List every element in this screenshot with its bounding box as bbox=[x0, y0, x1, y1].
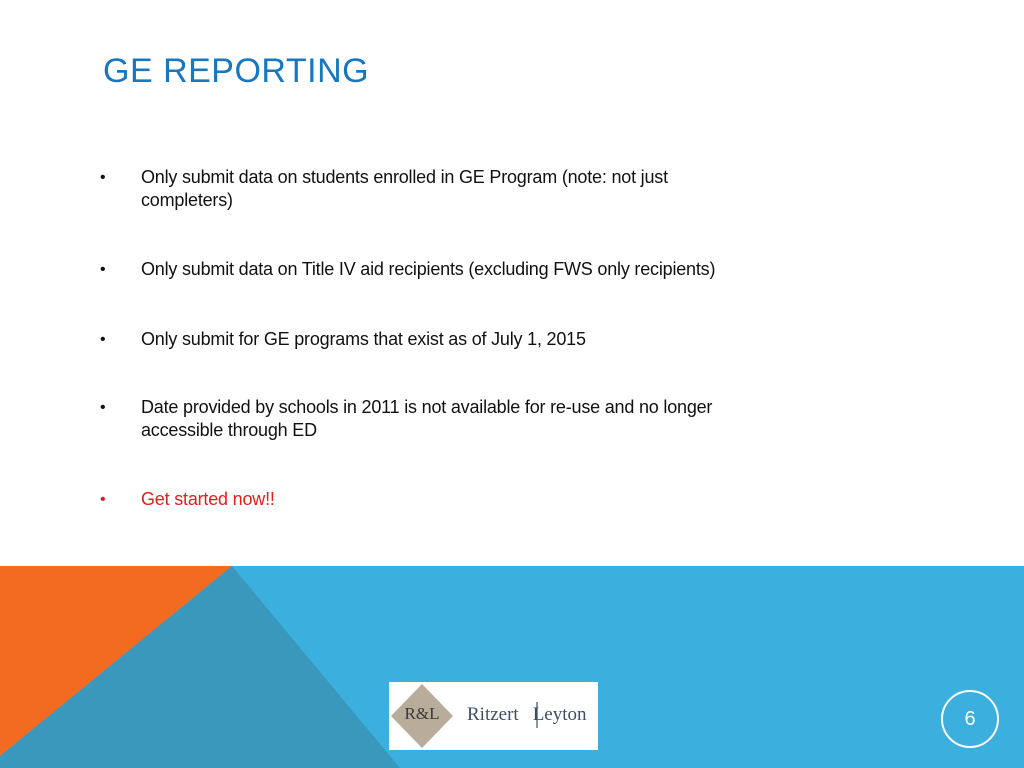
slide-title: GE REPORTING bbox=[103, 52, 370, 90]
logo-monogram: R&L bbox=[404, 704, 440, 723]
bullet-line: Only submit data on students enrolled in GE Program (note: not just bbox=[141, 167, 668, 187]
bullet-dot: • bbox=[100, 261, 106, 278]
bullet-dot: • bbox=[100, 331, 106, 348]
bullet-line: completers) bbox=[141, 190, 233, 210]
bullet-line: accessible through ED bbox=[141, 420, 317, 440]
page-number-badge: 6 bbox=[941, 690, 999, 748]
logo-wordmark bbox=[467, 704, 587, 726]
bullet-line: Only submit for GE programs that exist as of July 1, 2015 bbox=[141, 329, 586, 349]
bullet-text bbox=[141, 328, 841, 351]
bullet-text bbox=[141, 166, 841, 212]
bullet-text bbox=[141, 258, 841, 281]
logo-name-left: Ritzert bbox=[467, 704, 519, 725]
bullet-text bbox=[141, 488, 841, 511]
bullet-dot: • bbox=[100, 491, 106, 508]
bullet-dot: • bbox=[100, 399, 106, 416]
logo-name-right: Leyton bbox=[532, 704, 587, 725]
bullet-dot: • bbox=[100, 169, 106, 186]
bullet-line: Date provided by schools in 2011 is not available for re-use and no longer bbox=[141, 397, 713, 417]
bullet-line: Get started now!! bbox=[141, 489, 275, 509]
bullet-text bbox=[141, 396, 841, 442]
bullet-line: Only submit data on Title IV aid recipients (excluding FWS only recipients) bbox=[141, 259, 716, 279]
company-logo bbox=[389, 682, 598, 750]
